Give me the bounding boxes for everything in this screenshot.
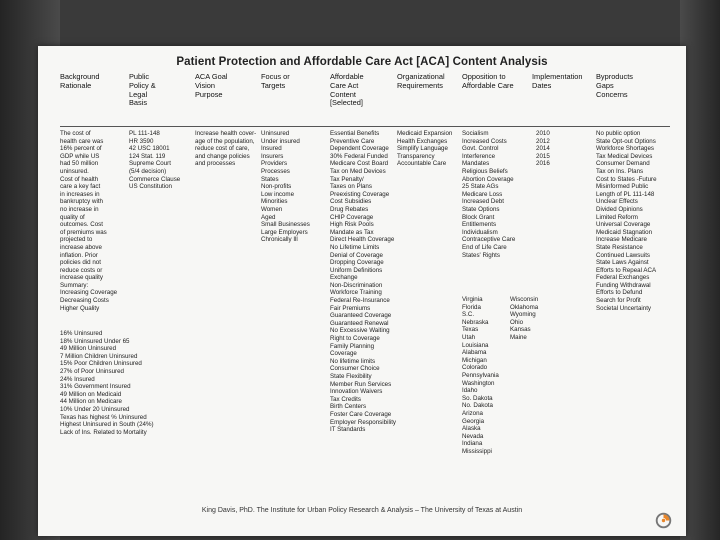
cell-line: 7 Million Children Uninsured	[60, 352, 138, 360]
cell-line: 30% Federal Funded	[330, 152, 388, 160]
cell-line: Direct Health Coverage	[330, 236, 395, 244]
cell-line: increase above	[60, 243, 102, 251]
cell-line: Supreme Court	[129, 160, 171, 168]
cell-line: uninsured.	[60, 167, 89, 175]
cell-line: HR 3590	[129, 137, 154, 145]
cell-line: Workforce Shortages	[596, 145, 655, 153]
column-dates	[536, 130, 586, 168]
cell-line: Member Run Services	[330, 380, 392, 388]
cell-line: Medicare Cost Board	[330, 160, 389, 168]
cell-line: outcomes. Cost	[60, 221, 103, 229]
cell-line: Consumer Choice	[330, 365, 380, 373]
cell-line: CHIP Coverage	[330, 213, 374, 221]
column-public-policy	[129, 130, 193, 191]
cell-line: health care was	[60, 137, 104, 145]
cell-line: Tax on Med Devices	[330, 167, 386, 175]
cell-line: Under insured	[261, 137, 300, 145]
cell-line: Entitlements	[462, 221, 497, 229]
cell-line: State Opt-out Options	[596, 137, 656, 145]
cell-line: Aged	[261, 213, 276, 221]
cell-line: 42 USC 18001	[129, 145, 170, 153]
header-line: Rationale	[60, 80, 92, 90]
header-focus	[261, 73, 290, 91]
cell-line: Mandates	[462, 160, 490, 168]
cell-line: Increasing Coverage	[60, 289, 118, 297]
background-right	[680, 0, 720, 540]
header-line: Background	[60, 72, 100, 81]
cell-line: No public option	[596, 130, 641, 137]
cell-line: PL 111-148	[129, 130, 160, 137]
cell-line: Health Exchanges	[397, 137, 448, 145]
cell-line: 2010	[536, 130, 550, 137]
column-background-stats	[60, 330, 200, 436]
cell-line: State Resistance	[596, 243, 643, 251]
cell-line: Providers	[261, 160, 288, 168]
cell-line: Consumer Demand	[596, 160, 650, 168]
cell-line: Preventive Care	[330, 137, 375, 145]
cell-line: Family Planning Coverage	[330, 342, 375, 358]
cell-line: Increase Medicare	[596, 236, 647, 244]
cell-line: 2016	[536, 160, 550, 168]
cell-line: Non-Discrimination	[330, 281, 383, 289]
cell-line: GDP while US	[60, 152, 100, 160]
cell-line: Idaho	[462, 387, 478, 395]
cell-line: Birth Centers	[330, 403, 367, 411]
cell-line: Highest Uninsured in South (24%)	[60, 421, 154, 429]
cell-line: Kansas	[510, 326, 531, 334]
cell-line: Georgia	[462, 417, 485, 425]
cell-line: Funding Withdrawal	[596, 281, 651, 289]
header-line: Basis	[129, 98, 148, 108]
column-opposition	[462, 130, 530, 259]
cell-line: Efforts to Defund	[596, 289, 643, 297]
cell-line: Foster Care Coverage	[330, 410, 392, 418]
cell-line: Simplify Language	[397, 145, 448, 153]
cell-line: 124 Stat. 119	[129, 152, 166, 160]
cell-line: Michigan	[462, 356, 487, 364]
cell-line: and change policies	[195, 152, 250, 160]
header-line: Content	[330, 89, 356, 99]
cell-line: 15% Poor Children Uninsured	[60, 360, 142, 368]
cell-line: Uniform Definitions	[330, 266, 383, 274]
cell-line: Guaranteed Coverage	[330, 312, 392, 320]
cell-line: increase quality	[60, 274, 103, 282]
cell-line: S.C.	[462, 311, 475, 319]
header-rule	[60, 126, 670, 127]
cell-line: Nebraska	[462, 318, 489, 326]
page-title: Patient Protection and Affordable Care Act [ACA] Content Analysis	[176, 56, 548, 68]
cell-line: Ohio	[510, 318, 524, 326]
cell-line: Mandate as Tax	[330, 228, 374, 236]
cell-line: Federal Re-Insurance	[330, 297, 390, 305]
cell-line: quality of	[60, 213, 85, 221]
cell-line: Large Employers	[261, 228, 308, 236]
cell-line: Virginia	[462, 296, 483, 303]
cell-line: Wisconsin	[510, 296, 539, 303]
cell-line: Essential Benefits	[330, 130, 380, 137]
cell-line: Insurers	[261, 152, 284, 160]
cell-line: Cost Subsidies	[330, 198, 372, 206]
cell-line: Right to Coverage	[330, 335, 380, 343]
cell-line: Arizona	[462, 409, 483, 417]
cell-line: Individualism	[462, 228, 498, 236]
cell-line: reduce cost of care,	[195, 145, 250, 153]
cell-line: Efforts to Repeal ACA	[596, 266, 657, 274]
cell-line: Dependent Coverage	[330, 145, 389, 153]
cell-line: Govt. Control	[462, 145, 499, 153]
header-line: Purpose	[195, 89, 223, 99]
cell-line: No lifetime limits	[330, 357, 376, 365]
cell-line: Limited Reform	[596, 213, 638, 221]
cell-line: End of Life Care	[462, 243, 507, 251]
cell-line: 2012	[536, 137, 550, 145]
cell-line: in increases in	[60, 190, 100, 198]
cell-line: State Laws Against	[596, 259, 649, 267]
column-states-a	[462, 296, 508, 455]
header-line: Requirements	[397, 80, 444, 90]
cell-line: Indiana	[462, 440, 483, 448]
institute-logo-icon	[655, 512, 672, 529]
cell-line: projected to	[60, 236, 93, 244]
cell-line: Texas has highest % Uninsured	[60, 413, 147, 421]
cell-line: Continued Lawsuits	[596, 251, 651, 259]
header-opposition	[462, 73, 514, 91]
cell-line: Insured	[261, 145, 282, 153]
cell-line: no increase in	[60, 205, 99, 213]
header-line: Implementation	[532, 72, 583, 81]
header-line: Opposition to	[462, 72, 506, 81]
cell-line: 49 Million on Medicaid	[60, 390, 122, 398]
cell-line: 27% of Poor Uninsured	[60, 367, 124, 375]
column-states-b	[510, 296, 538, 342]
cell-line: The cost of	[60, 130, 91, 137]
cell-line: Summary:	[60, 281, 89, 289]
cell-line: and processes	[195, 160, 236, 168]
cell-line: Drug Rebates	[330, 205, 369, 213]
header-background	[60, 73, 99, 91]
cell-line: of premiums was	[60, 228, 107, 236]
cell-line: bankruptcy with	[60, 198, 103, 206]
header-line: Affordable	[330, 72, 364, 81]
cell-line: Fair Premiums	[330, 304, 371, 312]
cell-line: No Excessive Waiting	[330, 327, 390, 335]
cell-line: Cost of health	[60, 175, 99, 183]
cell-line: Increased Costs	[462, 137, 507, 145]
header-line: Policy &	[129, 80, 156, 90]
cell-line: Federal Exchanges	[596, 274, 650, 282]
cell-line: Cost to States -Future	[596, 175, 657, 183]
document-page	[38, 46, 686, 536]
cell-line: 2015	[536, 152, 550, 160]
cell-line: No. Dakota	[462, 402, 493, 410]
cell-line: Tax Credits	[330, 395, 361, 403]
cell-line: Tax on Ins. Plans	[596, 167, 644, 175]
header-byproducts	[596, 73, 633, 99]
header-line: Concerns	[596, 89, 628, 99]
column-goal	[195, 130, 261, 168]
header-line: Public	[129, 72, 150, 81]
header-line: Dates	[532, 80, 552, 90]
column-content	[330, 130, 398, 434]
cell-line: Universal Coverage	[596, 221, 651, 229]
cell-line: Misinformed Public	[596, 183, 649, 191]
cell-line: Societal Uncertainty	[596, 304, 652, 312]
cell-line: Tax Penalty/	[330, 175, 364, 183]
header-line: Vision	[195, 80, 215, 90]
cell-line: Chronically Ill	[261, 236, 298, 244]
cell-line: Innovation Waivers	[330, 388, 383, 396]
cell-line: age of the population,	[195, 137, 255, 145]
cell-line: Nevada	[462, 432, 484, 440]
cell-line: Increased Debt	[462, 198, 504, 206]
cell-line: Washington	[462, 379, 495, 387]
cell-line: 16% Uninsured	[60, 330, 103, 337]
cell-line: US Constitution	[129, 183, 172, 191]
header-line: Care Act	[330, 80, 359, 90]
header-line: Gaps	[596, 80, 614, 90]
column-background	[60, 130, 126, 312]
cell-line: Alabama	[462, 349, 487, 357]
cell-line: 31% Government Insured	[60, 383, 131, 391]
cell-line: Lack of Ins. Related to Mortality	[60, 428, 147, 436]
cell-line: Uninsured	[261, 130, 290, 137]
cell-line: Taxes on Plans	[330, 183, 372, 191]
cell-line: reduce costs or	[60, 266, 103, 274]
cell-line: Louisiana	[462, 341, 489, 349]
cell-line: Low income	[261, 190, 295, 198]
cell-line: Utah	[462, 333, 476, 341]
cell-line: Contraceptive Care	[462, 236, 516, 244]
cell-line: 16% percent of	[60, 145, 102, 153]
cell-line: Medicaid Expansion	[397, 130, 453, 137]
cell-line: 44 Million on Medicare	[60, 398, 122, 406]
cell-line: Block Grant	[462, 213, 495, 221]
header-dates	[532, 73, 583, 91]
cell-line: Oklahoma	[510, 303, 539, 311]
cell-line: 2014	[536, 145, 550, 153]
cell-line: Alaska	[462, 425, 481, 433]
header-org	[397, 73, 445, 91]
column-org	[397, 130, 461, 168]
cell-line: Employer Responsibility	[330, 418, 397, 426]
cell-line: Search for Profit	[596, 297, 641, 305]
cell-line: Divided Opinions	[596, 205, 643, 213]
cell-line: Women	[261, 205, 283, 213]
cell-line: Guaranteed Renewal	[330, 319, 389, 327]
cell-line: Transparency	[397, 152, 435, 160]
cell-line: inflation. Prior	[60, 251, 98, 259]
cell-line: Texas	[462, 326, 479, 334]
cell-line: 24% Insured	[60, 375, 95, 383]
cell-line: Length of PL 111-148	[596, 190, 655, 198]
header-public-policy	[129, 73, 156, 108]
cell-line: 25 State AGs	[462, 183, 499, 191]
cell-line: Small Businesses	[261, 221, 310, 229]
column-byproducts	[596, 130, 676, 312]
cell-line: Minorities	[261, 198, 288, 206]
cell-line: Interference	[462, 152, 496, 160]
header-line: ACA Goal	[195, 72, 228, 81]
cell-line: Pennsylvania	[462, 371, 499, 379]
cell-line: Preexisting Coverage	[330, 190, 390, 198]
cell-line: Workforce Training	[330, 289, 382, 297]
header-line: Targets	[261, 80, 286, 90]
cell-line: Colorado	[462, 364, 488, 372]
cell-line: Higher Quality	[60, 304, 100, 312]
cell-line: State Options	[462, 205, 500, 213]
cell-line: Dropping Coverage	[330, 259, 384, 267]
cell-line: State Flexibility	[330, 373, 372, 380]
cell-line: Processes	[261, 167, 290, 175]
header-line: [Selected]	[330, 98, 363, 108]
cell-line: Increase health cover-	[195, 130, 257, 137]
cell-line: So. Dakota	[462, 394, 493, 402]
cell-line: Decreasing Costs	[60, 297, 109, 305]
cell-line: Accountable Care	[397, 160, 447, 168]
cell-line: had 50 million	[60, 160, 99, 168]
cell-line: High Risk Pools	[330, 221, 374, 229]
header-goal	[195, 73, 227, 99]
cell-line: States' Rights	[462, 251, 500, 259]
cell-line: Mississippi	[462, 447, 492, 455]
cell-line: Wyoming	[510, 311, 536, 319]
header-line: Byproducts	[596, 72, 633, 81]
header-line: Organizational	[397, 72, 445, 81]
header-line: Affordable Care	[462, 80, 514, 90]
cell-line: Medicaid Stagnation	[596, 228, 653, 236]
cell-line: Commerce Clause	[129, 175, 181, 183]
cell-line: No Lifetime Limits	[330, 243, 380, 251]
cell-line: Denial of Coverage	[330, 251, 383, 259]
cell-line: IT Standards	[330, 426, 366, 434]
cell-line: Medicare Loss	[462, 190, 503, 198]
cell-line: 10% Under 20 Uninsured	[60, 405, 130, 413]
cell-line: Abortion Coverage	[462, 175, 514, 183]
cell-line: Exchange	[330, 274, 358, 282]
cell-line: Socialism	[462, 130, 489, 137]
cell-line: Non-profits	[261, 183, 292, 191]
cell-line: Religious Beliefs	[462, 167, 508, 175]
footer-credit: King Davis, PhD. The Institute for Urban Policy Research & Analysis – The University of Texas at Austin	[201, 507, 523, 514]
column-focus	[261, 130, 329, 244]
cell-line: States	[261, 175, 279, 183]
cell-line: 49 Million Uninsured	[60, 345, 117, 353]
cell-line: 18% Uninsured Under 65	[60, 337, 130, 345]
header-line: Legal	[129, 89, 148, 99]
cell-line: care a key fact	[60, 183, 101, 191]
header-line: Focus or	[261, 72, 290, 81]
cell-line: Unclear Effects	[596, 198, 638, 206]
cell-line: Tax Medical Devices	[596, 152, 653, 160]
cell-line: (5/4 decision)	[129, 167, 167, 175]
cell-line: Maine	[510, 333, 527, 341]
header-content	[330, 73, 364, 108]
cell-line: Florida	[462, 303, 481, 311]
cell-line: policies did not	[60, 259, 101, 267]
